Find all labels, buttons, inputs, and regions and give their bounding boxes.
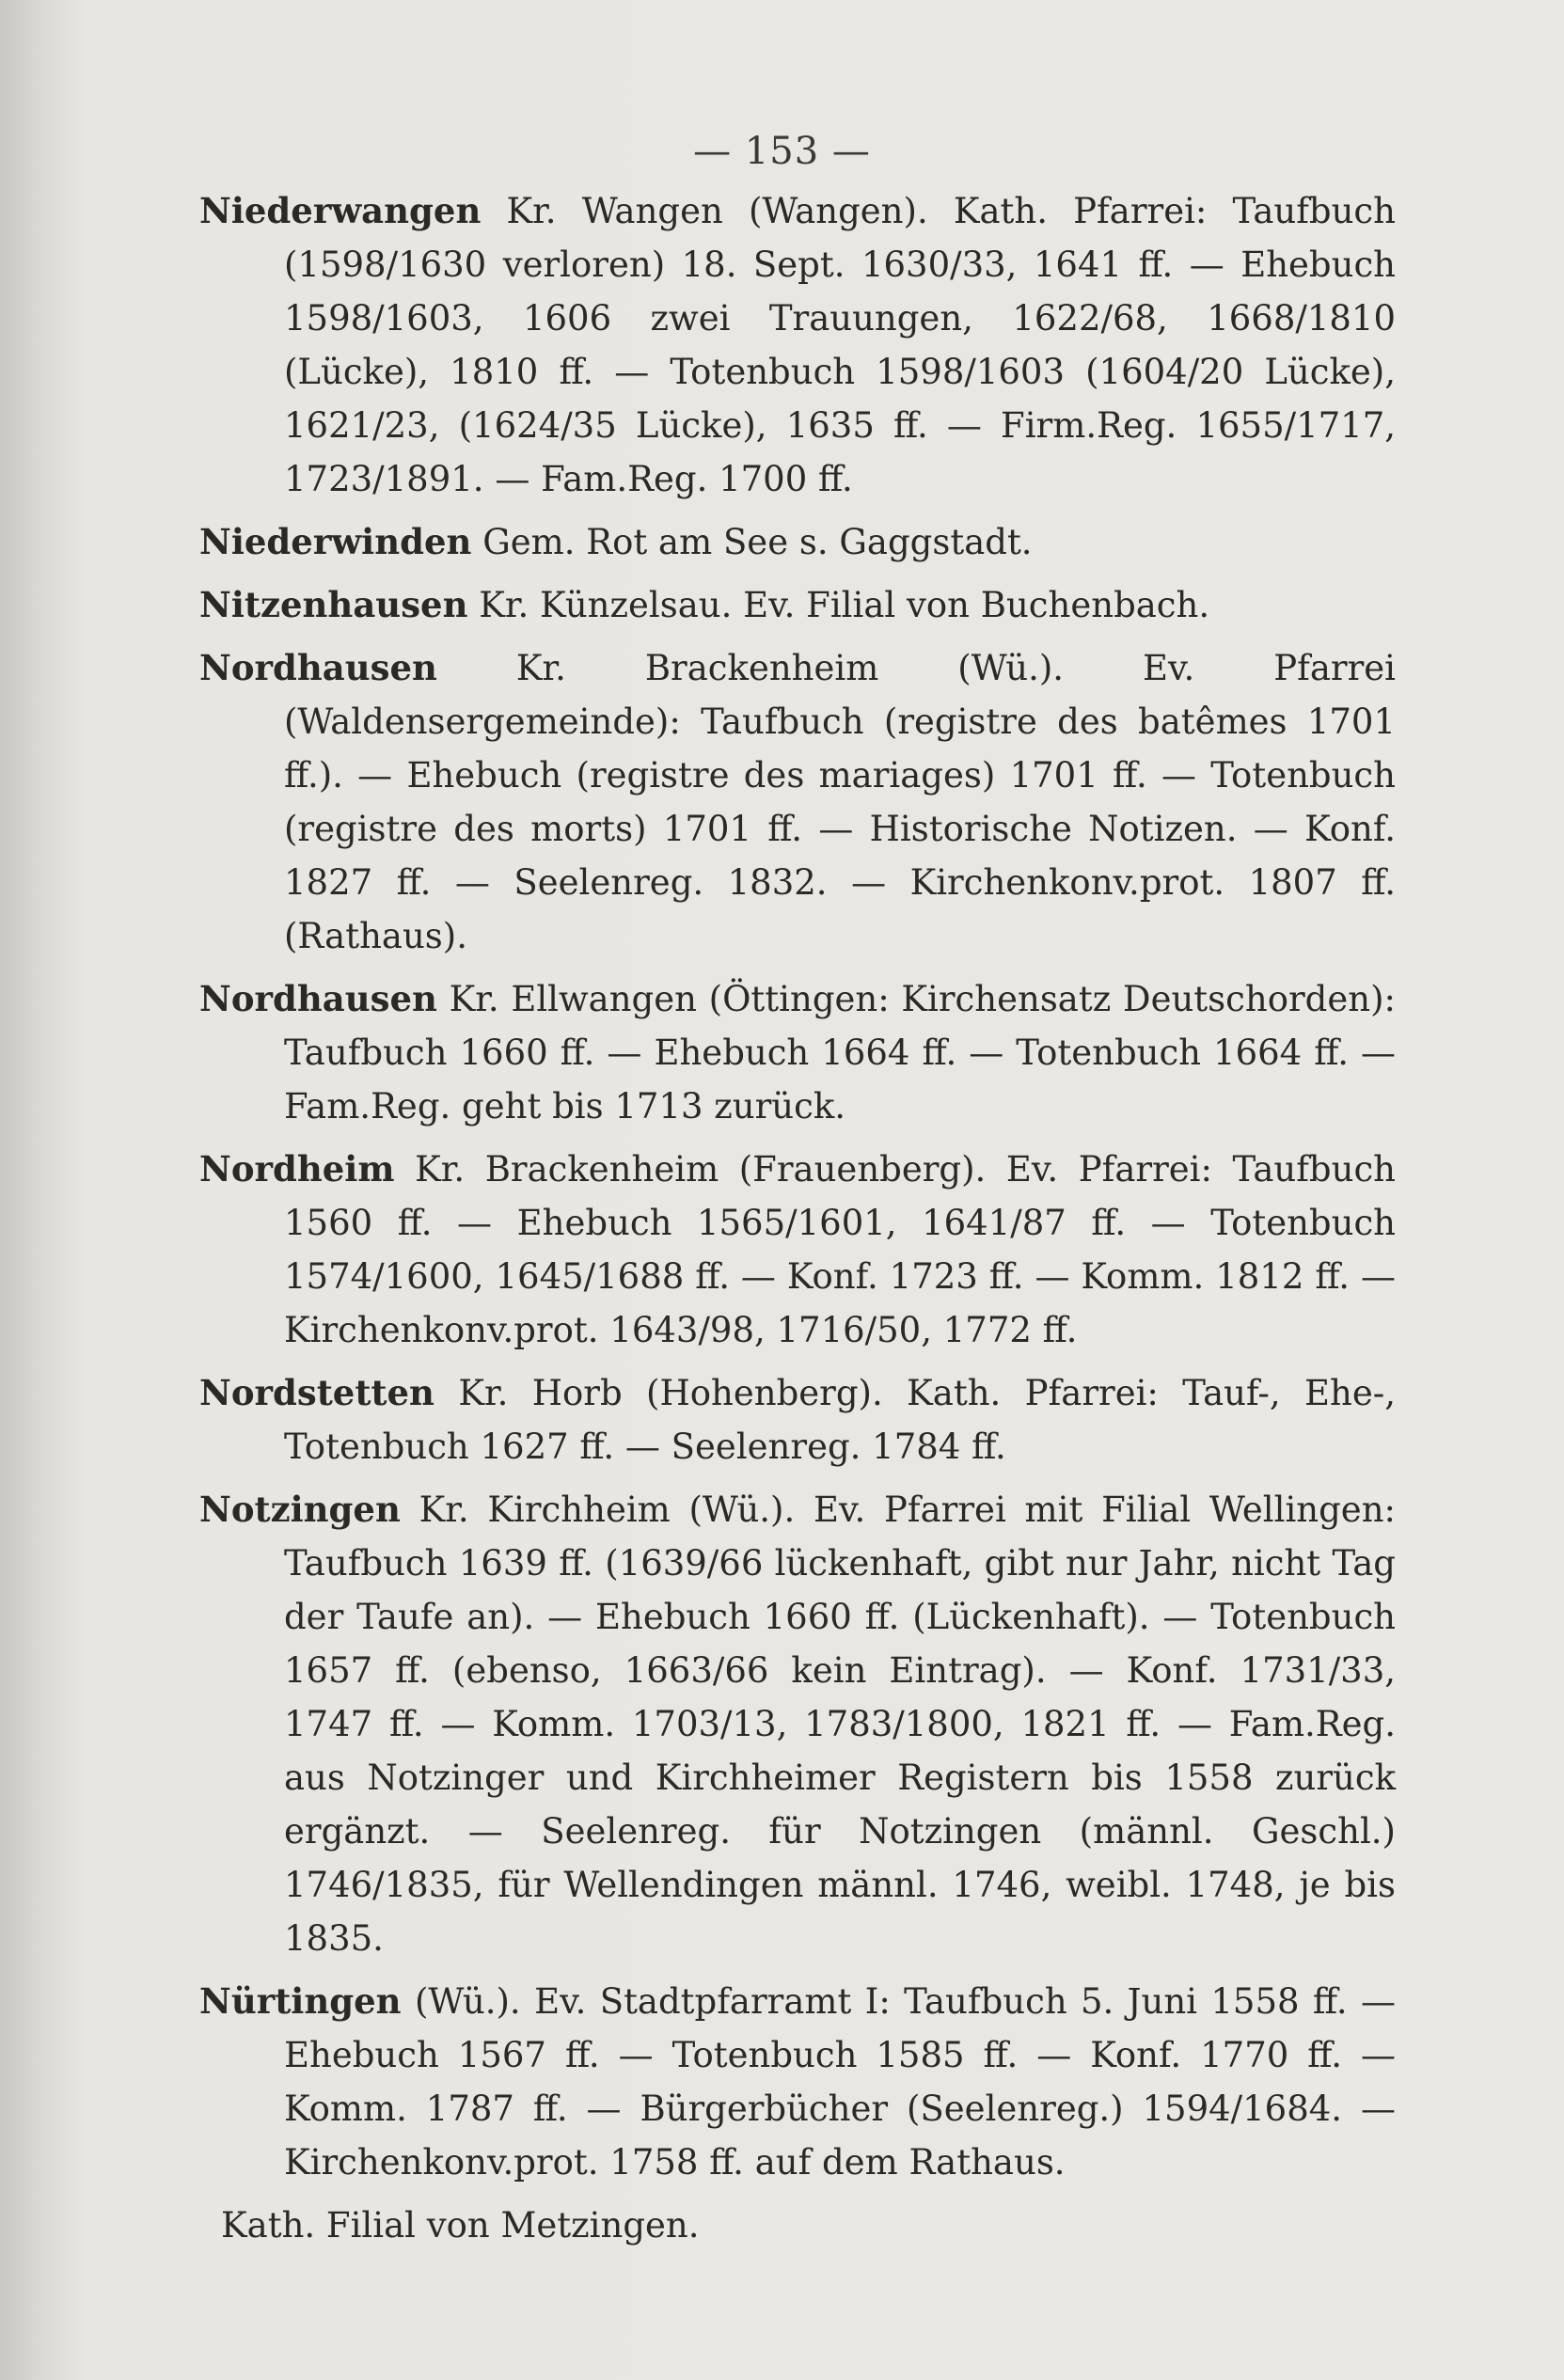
entry-text: Kr. Wangen (Wangen). Kath. Pfarrei: Taufbuch (1598/1630 verloren) 18. Sept. 1630/33, 1641 ff. — Ehebuch 1598/1603, 1606 zwei Trauungen, 1622/68, 1668/1810 (Lücke), 1810 ff. — Totenbuch 1598/1603 (1604/20 Lücke), 1621/23, (1624/35 Lücke), 1635 ff. — Firm.Reg. 1655/1717, 1723/1891. — Fam.Reg. 1700 ff. (284, 191, 1396, 499)
entry-text: Kr. Kirchheim (Wü.). Ev. Pfarrei mit Filial Wellingen: Taufbuch 1639 ff. (1639/66 lückenhaft, gibt nur Jahr, nicht Tag der Taufe an). — Ehebuch 1660 ff. (Lückenhaft). — Totenbuch 1657 ff. (ebenso, 1663/66 kein Eintrag). — Konf. 1731/33, 1747 ff. — Komm. 1703/13, 1783/1800, 1821 ff. — Fam.Reg. aus Notzinger und Kirchheimer Registern bis 1558 zurück ergänzt. — Seelenreg. für Notzingen (männl. Geschl.) 1746/1835, für Wellendingen männl. 1746, weibl. 1748, je bis 1835. (284, 1489, 1396, 1959)
entry-niederwangen (199, 184, 1396, 506)
register-entries (199, 184, 1396, 2252)
page-number: — 153 — (693, 130, 871, 173)
entry-text: Kr. Ellwangen (Öttingen: Kirchensatz Deutschorden): Taufbuch 1660 ff. — Ehebuch 1664 ff. — Totenbuch 1664 ff. — Fam.Reg. geht bis 1713 zurück. (284, 979, 1396, 1127)
entry-text: Kr. Künzelsau. Ev. Filial von Buchenbach. (467, 585, 1210, 625)
entry-nuertingen (199, 1975, 1396, 2189)
place-name: Nitzenhausen (199, 584, 468, 625)
entry-niederwinden (199, 515, 1396, 569)
entry-text: Gem. Rot am See s. Gaggstadt. (471, 522, 1033, 562)
place-name: Niederwangen (199, 190, 482, 231)
entry-sub-note: Kath. Filial von Metzingen. (221, 2205, 700, 2246)
place-name: Niederwinden (199, 521, 472, 562)
entry-text: Kr. Brackenheim (Wü.). Ev. Pfarrei (Waldensergemeinde): Taufbuch (registre des batêmes 1701 ff.). — Ehebuch (registre des mariages) 1701 ff. — Totenbuch (registre des morts) 1701 ff. — Historische Notizen. — Konf. 1827 ff. — Seelenreg. 1832. — Kirchenkonv.prot. 1807 ff. (Rathaus). (284, 648, 1396, 956)
place-name: Nordheim (199, 1148, 395, 1190)
entry-nordhausen-brackenheim (199, 641, 1396, 963)
entry-text: (Wü.). Ev. Stadtpfarramt I: Taufbuch 5. Juni 1558 ff. — Ehebuch 1567 ff. — Totenbuch 1585 ff. — Konf. 1770 ff. — Komm. 1787 ff. — Bürgerbücher (Seelenreg.) 1594/1684. — Kirchenkonv.prot. 1758 ff. auf dem Rathaus. (284, 1981, 1396, 2183)
entry-text: Kr. Horb (Hohenberg). Kath. Pfarrei: Tauf-, Ehe-, Totenbuch 1627 ff. — Seelenreg. 1784 ff. (284, 1373, 1396, 1467)
place-name: Nordhausen (199, 978, 437, 1019)
place-name: Nordhausen (199, 647, 437, 688)
entry-nitzenhausen (199, 578, 1396, 632)
place-name: Nordstetten (199, 1372, 434, 1413)
entry-nordstetten (199, 1366, 1396, 1474)
place-name: Notzingen (199, 1489, 401, 1530)
entry-notzingen (199, 1483, 1396, 1965)
entry-nordheim (199, 1143, 1396, 1357)
entry-text: Kr. Brackenheim (Frauenberg). Ev. Pfarrei: Taufbuch 1560 ff. — Ehebuch 1565/1601, 1641/87 ff. — Totenbuch 1574/1600, 1645/1688 ff. — Konf. 1723 ff. — Komm. 1812 ff. — Kirchenkonv.prot. 1643/98, 1716/50, 1772 ff. (284, 1149, 1396, 1350)
place-name: Nürtingen (199, 1980, 402, 2022)
entry-nordhausen-ellwangen (199, 972, 1396, 1133)
